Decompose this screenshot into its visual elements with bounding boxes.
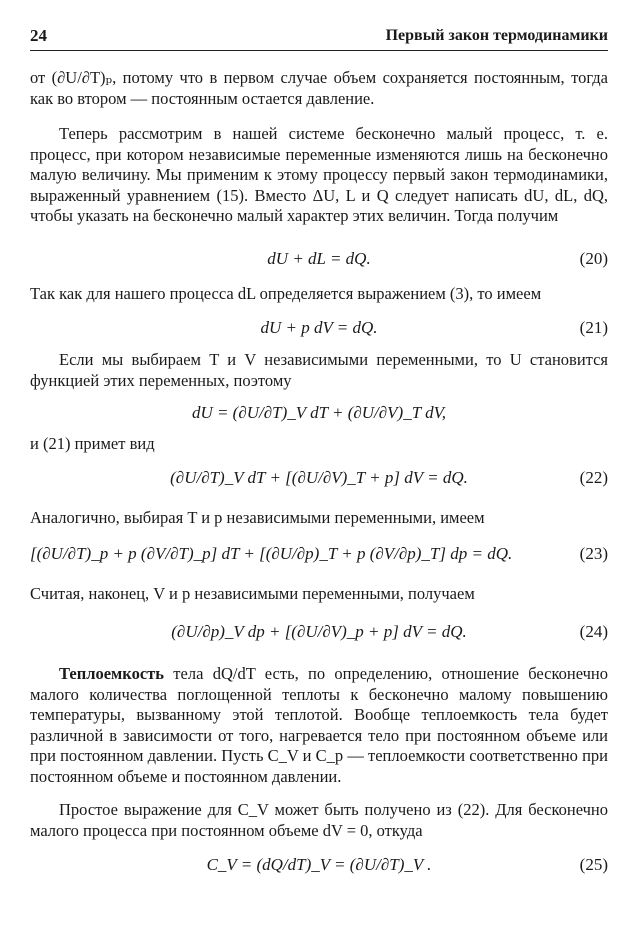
equation-20-number: (20) [579, 249, 608, 268]
equation-25-formula: C_V = (dQ/dT)_V = (∂U/∂T)_V . [206, 855, 432, 874]
paragraph-7: Считая, наконец, V и p независимыми переменными, получаем [30, 584, 475, 603]
page-number: 24 [30, 26, 47, 45]
equation-25 [30, 842, 608, 888]
equation-21-number: (21) [579, 318, 608, 337]
equation-24 [30, 609, 608, 655]
equation-25-number: (25) [579, 855, 608, 874]
equation-20 [30, 246, 608, 272]
paragraph-2: Теперь рассмотрим в нашей системе бесконечно малый процесс, т. е. процесс, при котором независимые переменные изменяются лишь на бесконечно малую величину. Мы применим к этому процессу первый закон термодинамики, выраженный уравнением (15). Вместо ΔU, L и Q следует написать dU, dL, dQ, чтобы указать на бесконечно малый характер этих величин. Тогда получим [30, 124, 608, 225]
equation-24-number: (24) [579, 622, 608, 641]
paragraph-4: Если мы выбираем T и V независимыми переменными, то U становится функцией этих переменных, поэтому [30, 350, 608, 390]
paragraph-9: Простое выражение для C_V может быть получено из (22). Для бесконечно малого процесса при постоянном объеме dV = 0, откуда [30, 800, 608, 840]
paragraph-5: и (21) примет вид [30, 434, 155, 453]
paragraph-8 [30, 664, 608, 787]
paragraph-1: от (∂U/∂T)ₚ, потому что в первом случае объем сохраняется постоянным, тогда как во втором — постоянным остается давление. [30, 68, 608, 108]
equation-22-number: (22) [579, 468, 608, 487]
header-rule [30, 50, 608, 51]
equation-23-formula: [(∂U/∂T)_p + p (∂V/∂T)_p] dT + [(∂U/∂p)_T + p (∂V/∂p)_T] dp = dQ. [30, 544, 513, 563]
paragraph-8-text: тела dQ/dT есть, по определению, отношение бесконечно малого количества поглощенной теплоты к бесконечно малому повышению температуры, вызванному этой теплотой. Вообще теплоемкость тела будет различной в зависимости от того, нагревается тело при постоянном объеме или при постоянном давлении. Пусть C_V и C_p — теплоемкости соответственно при постоянном объеме и постоянном давлении. [30, 664, 608, 786]
equation-20-formula: dU + dL = dQ. [267, 249, 371, 268]
paragraph-6: Аналогично, выбирая T и p независимыми переменными, имеем [30, 508, 485, 527]
equation-21 [30, 315, 608, 341]
paragraph-3: Так как для нашего процесса dL определяется выражением (3), то имеем [30, 284, 542, 303]
equation-23-number: (23) [579, 544, 608, 563]
term-heat-capacity: Теплоемкость [59, 664, 164, 683]
equation-unnumbered [30, 390, 608, 436]
equation-22-formula: (∂U/∂T)_V dT + [(∂U/∂V)_T + p] dV = dQ. [170, 468, 468, 487]
equation-23 [30, 531, 608, 577]
equation-24-formula: (∂U/∂p)_V dp + [(∂U/∂V)_p + p] dV = dQ. [171, 622, 467, 641]
page-header [30, 24, 608, 48]
equation-21-formula: dU + p dV = dQ. [260, 318, 378, 337]
equation-22 [30, 455, 608, 501]
running-title: Первый закон термодинамики [385, 27, 608, 44]
equation-du-formula: dU = (∂U/∂T)_V dT + (∂U/∂V)_T dV, [191, 403, 447, 422]
